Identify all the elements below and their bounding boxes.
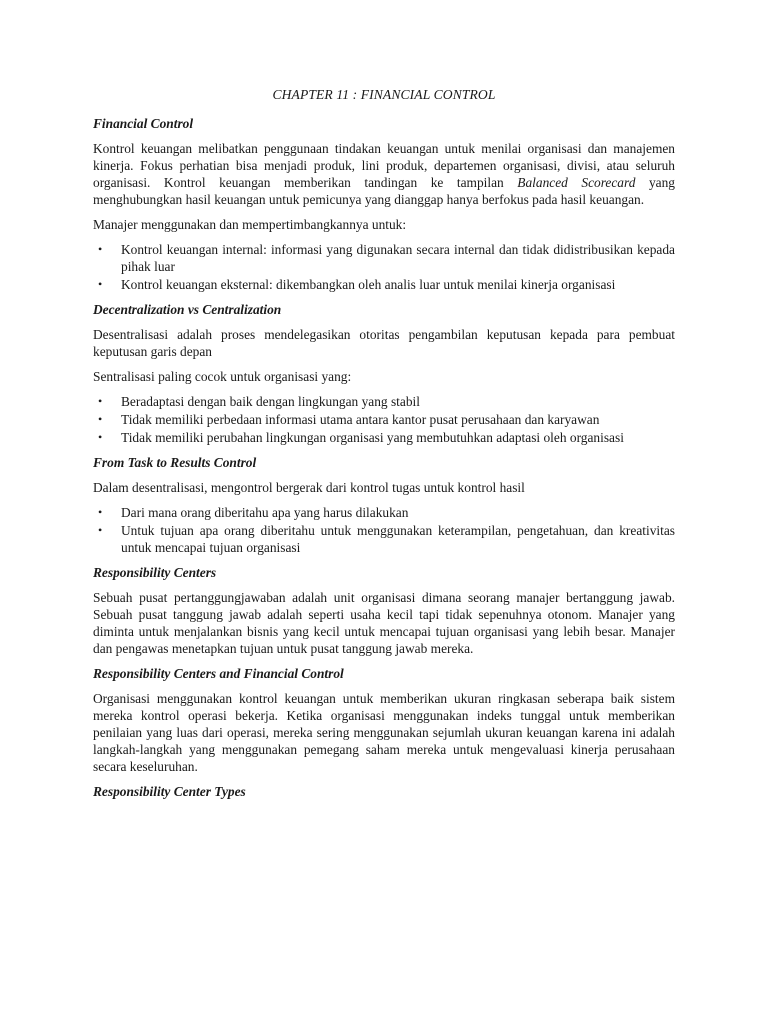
- financial-control-text-a: Kontrol keuangan melibatkan penggunaan tindakan keuangan untuk menilai organisasi dan manajemen kinerja. Fokus perhatian bisa menjadi produk, lini produk, departemen organisasi, divisi, atau seluruh organisasi. Kontrol keuangan memberikan tandingan ke tampilan: [93, 141, 675, 190]
- decentralization-paragraph: Desentralisasi adalah proses mendelegasikan otoritas pengambilan keputusan kepada para pembuat keputusan garis depan: [93, 327, 675, 359]
- list-item: • Tidak memiliki perubahan lingkungan organisasi yang membutuhkan adaptasi oleh organisasi: [98, 430, 624, 445]
- centralization-paragraph: Sentralisasi paling cocok untuk organisasi yang:: [93, 369, 352, 384]
- chapter-title: CHAPTER 11 : FINANCIAL CONTROL: [272, 87, 496, 102]
- bullet-icon: •: [98, 242, 103, 256]
- centralization-list: [93, 393, 675, 446]
- balanced-scorecard-term: Balanced Scorecard: [517, 175, 636, 190]
- list-item: • Dari mana orang diberitahu apa yang harus dilakukan: [98, 505, 409, 520]
- financial-control-text-b: yang menghubungkan hasil keuangan untuk pemicunya yang dianggap hanya berfokus pada hasil keuangan.: [93, 175, 675, 207]
- rc-financial-control-paragraph: Organisasi menggunakan kontrol keuangan untuk memberikan ukuran ringkasan seberapa baik sistem mereka kontrol operasi bekerja. Ketika organisasi menggunakan indeks tunggal untuk memberikan penilaian yang luas dari operasi, mereka sering menggunakan sejumlah ukuran keuangan karena ini adalah langkah-langkah yang menggunakan pemegang saham mereka untuk mengevaluasi kinerja perusahaan secara keseluruhan.: [93, 691, 675, 774]
- list-item: • Beradaptasi dengan baik dengan lingkungan yang stabil: [98, 394, 420, 409]
- section-heading-rc-financial-control: Responsibility Centers and Financial Control: [93, 666, 344, 681]
- bullet-icon: •: [98, 430, 103, 444]
- section-heading-responsibility-centers: Responsibility Centers: [93, 565, 217, 580]
- bullet-icon: •: [98, 277, 103, 291]
- financial-control-paragraph: [93, 140, 675, 208]
- financial-control-list: [93, 241, 675, 293]
- bullet-icon: •: [98, 412, 103, 426]
- responsibility-centers-paragraph: Sebuah pusat pertanggungjawaban adalah unit organisasi dimana seorang manajer bertanggung jawab. Sebuah pusat tanggung jawab adalah seperti usaha kecil tapi tidak sepenuhnya otonom. Manajer yang diminta untuk menjalankan bisnis yang kecil untuk mencapai tujuan organisasi yang lebih besar. Manajer dan pengawas menetapkan tujuan untuk pusat tanggung jawab mereka.: [93, 590, 675, 656]
- section-heading-rc-types: Responsibility Center Types: [93, 784, 246, 799]
- list-item: • Kontrol keuangan eksternal: dikembangkan oleh analis luar untuk menilai kinerja organisasi: [98, 277, 616, 292]
- manager-use-paragraph: Manajer menggunakan dan mempertimbangkannya untuk:: [93, 217, 407, 232]
- task-results-paragraph: Dalam desentralisasi, mengontrol bergerak dari kontrol tugas untuk kontrol hasil: [93, 480, 525, 495]
- list-item: • Kontrol keuangan internal: informasi yang digunakan secara internal dan tidak didistribusikan kepada pihak luar: [98, 242, 675, 274]
- list-item: • Tidak memiliki perbedaan informasi utama antara kantor pusat perusahaan dan karyawan: [98, 412, 600, 427]
- document-page: [93, 86, 675, 808]
- section-heading-task-results: From Task to Results Control: [93, 455, 257, 470]
- section-heading-decentralization: Decentralization vs Centralization: [93, 302, 282, 317]
- list-item: • Untuk tujuan apa orang diberitahu untuk menggunakan keterampilan, pengetahuan, dan kreativitas untuk mencapai tujuan organisasi: [98, 523, 675, 555]
- bullet-icon: •: [98, 505, 103, 519]
- bullet-icon: •: [98, 394, 103, 408]
- bullet-icon: •: [98, 523, 103, 537]
- section-heading-financial-control: Financial Control: [93, 116, 194, 131]
- task-results-list: [93, 504, 675, 556]
